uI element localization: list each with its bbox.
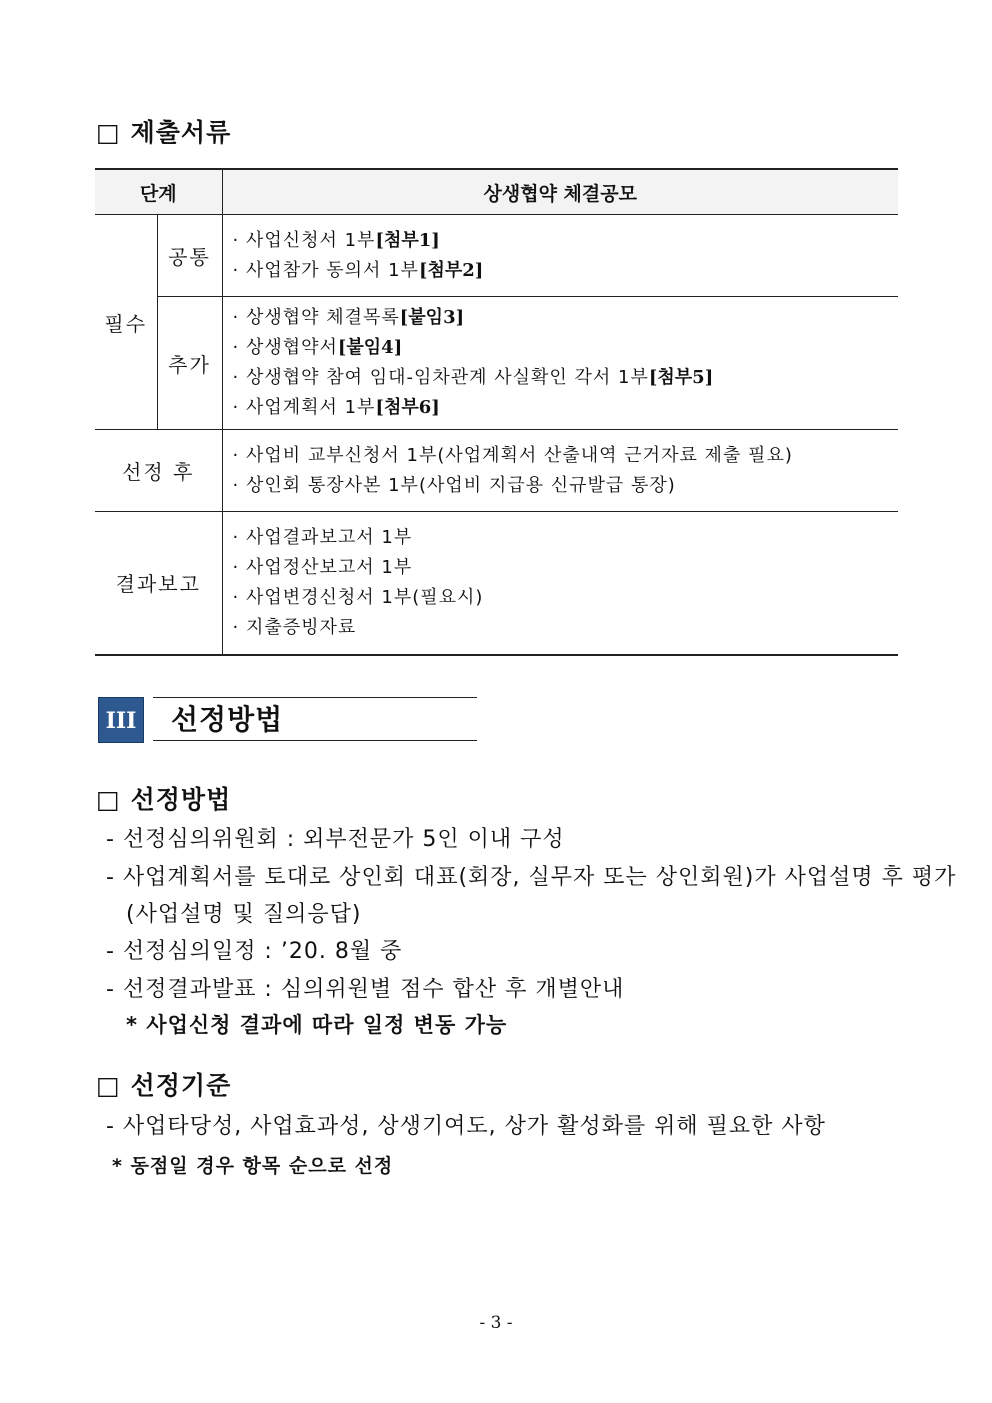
method-heading-title: 선정방법 <box>130 785 232 814</box>
list-item: · 상인회 통장사본 1부(사업비 지급용 신규발급 통장) <box>232 474 676 496</box>
docs-heading <box>96 113 231 149</box>
criteria-note: * 동점일 경우 항목 순으로 선정 <box>112 1155 394 1177</box>
method-note: * 사업신청 결과에 따라 일정 변동 가능 <box>126 1013 508 1037</box>
table-row <box>95 297 898 430</box>
list-item: · 상생협약 참여 임대-임차관계 사실확인 각서 1부[첨부5] <box>232 367 714 388</box>
common-items <box>222 215 898 297</box>
after-selection-items <box>222 430 898 512</box>
common-label: 공통 <box>157 215 222 297</box>
required-label: 필수 <box>95 215 157 430</box>
list-item: · 사업변경신청서 1부(필요시) <box>232 586 484 608</box>
result-report-label: 결과보고 <box>95 512 222 655</box>
list-item: · 지출증빙자료 <box>232 616 357 638</box>
table-row <box>95 215 898 297</box>
list-item: · 상생협약서[붙임4] <box>232 337 403 358</box>
criteria-heading-title: 선정기준 <box>130 1071 232 1100</box>
list-item: · 사업참가 동의서 1부[첨부2] <box>232 259 484 281</box>
table-row <box>95 512 898 655</box>
list-item: · 사업계획서 1부[첨부6] <box>232 397 440 418</box>
criteria-heading <box>96 1066 231 1102</box>
chapter-number: III <box>98 697 144 743</box>
method-line: - 선정심의위원회 : 외부전문가 5인 이내 구성 <box>106 827 565 852</box>
table-header-row <box>95 169 898 215</box>
list-item: · 사업정산보고서 1부 <box>232 556 413 578</box>
method-line: - 선정결과발표 : 심의위원별 점수 합산 후 개별안내 <box>106 977 625 1002</box>
chapter-banner <box>98 697 478 743</box>
header-stage: 단계 <box>95 169 222 215</box>
method-line: - 사업계획서를 토대로 상인회 대표(회장, 실무자 또는 상인회원)가 사업설명 후 평가 <box>106 865 957 890</box>
checkbox-square-icon: □ <box>96 118 121 147</box>
criteria-line: - 사업타당성, 사업효과성, 상생기여도, 상가 활성화를 위해 필요한 사항 <box>106 1114 826 1139</box>
method-line: - 선정심의일정 : ’20. 8월 중 <box>106 939 403 964</box>
list-item: · 사업결과보고서 1부 <box>232 526 413 548</box>
list-item: · 사업비 교부신청서 1부(사업계획서 산출내역 근거자료 제출 필요) <box>232 444 793 466</box>
list-item: · 상생협약 체결목록[붙임3] <box>232 307 465 328</box>
method-heading <box>96 780 231 816</box>
checkbox-square-icon: □ <box>96 785 121 814</box>
additional-items <box>222 297 898 430</box>
list-item: · 사업신청서 1부[첨부1] <box>232 229 440 251</box>
after-selection-label: 선정 후 <box>95 430 222 512</box>
result-report-items <box>222 512 898 655</box>
documents-table <box>95 168 898 656</box>
additional-label: 추가 <box>157 297 222 430</box>
page-number: - 3 - <box>479 1313 513 1333</box>
table-row <box>95 430 898 512</box>
docs-heading-title: 제출서류 <box>130 118 232 147</box>
method-line: (사업설명 및 질의응답) <box>126 902 362 927</box>
chapter-title: 선정방법 <box>153 697 477 741</box>
header-program: 상생협약 체결공모 <box>222 169 898 215</box>
checkbox-square-icon: □ <box>96 1071 121 1100</box>
